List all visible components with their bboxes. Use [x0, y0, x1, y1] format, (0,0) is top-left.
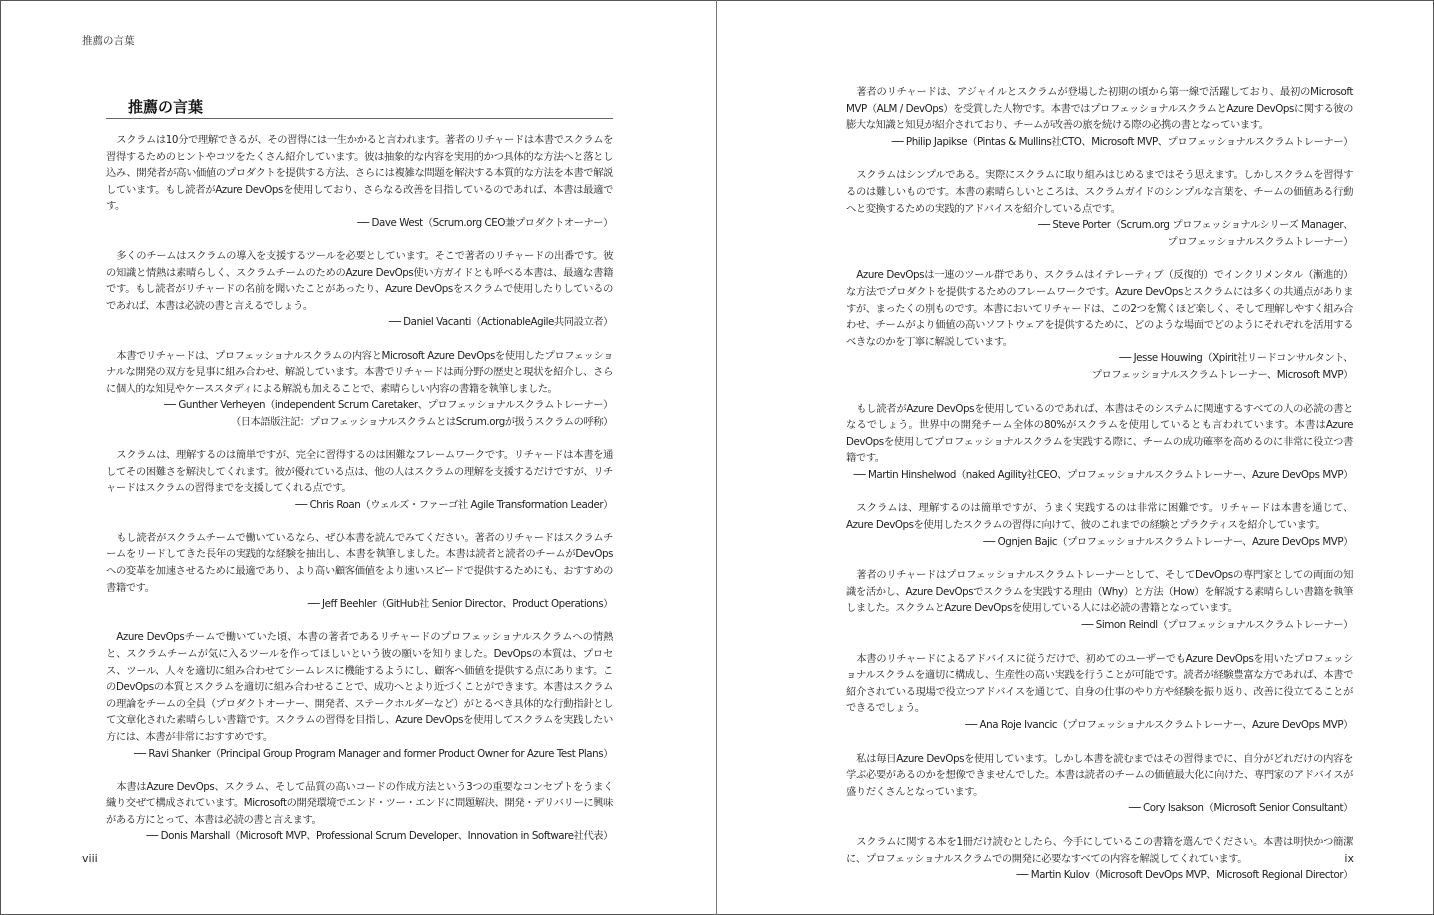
- testimonial: [106, 447, 613, 513]
- testimonial-text: もし読者がスクラムチームで働いているなら、ぜひ本書を読んでみてください。著者のリチャードはスクラムチームをリードしてきた長年の実践的な経験を抽出し、本書を執筆しました。本書は読者と読者のチームがDevOpsへの変革を加速させるために最適であり、より高い顧客価値をより速いスピードで提供するためにも、おすすめの書籍です。: [106, 531, 613, 594]
- testimonial-attribution: ── Dave West（Scrum.org CEO兼プロダクトオーナー）: [357, 216, 613, 229]
- right-testimonials: [846, 84, 1353, 901]
- testimonial-text: スクラムは、理解するのは簡単ですが、完全に習得するのは困難なフレームワークです。リチャードは本書を通してその困難さを解決してくれます。彼が優れている点は、他の人はスクラムの理解を支援するだけですが、リチャードはスクラムの習得までを支援してくれる点です。: [106, 449, 613, 495]
- testimonial-attribution: ── Ana Roje Ivancic（プロフェッショナルスクラムトレーナー、Azure DevOps MVP）: [965, 719, 1353, 731]
- testimonial: [846, 167, 1353, 250]
- right-page: [717, 0, 1434, 915]
- testimonial-attribution: ── Martin Kulov（Microsoft DevOps MVP、Microsoft Regional Director）: [1016, 869, 1353, 882]
- testimonial-attribution: ── Gunther Verheyen（independent Scrum Caretaker、プロフェッショナルスクラムトレーナー）: [164, 399, 613, 412]
- left-page: [0, 0, 716, 915]
- testimonial-attribution: ── Ognjen Bajic（プロフェッショナルスクラムトレーナー、Azure DevOps MVP）: [983, 535, 1353, 548]
- testimonial: [846, 567, 1353, 633]
- left-testimonials: [106, 132, 613, 861]
- testimonial-attribution: ── Steve Porter（Scrum.org プロフェッショナルシリーズ Manager、: [1038, 219, 1353, 232]
- testimonial-text: Azure DevOpsは一連のツール群であり、スクラムはイテレーティブ（反復的）でインクリメンタル（漸進的）な方法でプロダクトを提供するためのフレームワークです。Azure DevOpsとスクラムには多くの共通点がありますが、まったくの別ものです。本書においてリチャードは、この2つを驚くほど楽しく、そして理解しやすく組み合わせ、チームがより価値の高いソフトウェアを提供するために、どのような場面でどのようにそれぞれを活用するべきなのかを丁寧に解説しています。: [846, 269, 1353, 348]
- testimonial-attribution-cont: プロフェッショナルスクラムトレーナー、Microsoft MVP）: [1091, 368, 1353, 381]
- testimonial: [846, 267, 1353, 383]
- testimonial-attribution: ── Simon Reindl（プロフェッショナルスクラムトレーナー）: [1081, 619, 1353, 632]
- testimonial-text: 私は毎日Azure DevOpsを使用しています。しかし本書を読むまではその習得までに、自分がどれだけの内容を学ぶ必要があるのかを想像できませんでした。本書は読者のチームの価値最大化に向けた、専門家のアドバイスが盛りだくさんとなっています。: [846, 752, 1353, 798]
- testimonial-attribution: ── Donis Marshall（Microsoft MVP、Professional Scrum Developer、Innovation in Software社代表）: [146, 830, 613, 843]
- testimonial-text: 本書でリチャードは、プロフェッショナルスクラムの内容とMicrosoft Azure DevOpsを使用したプロフェッショナルな開発の双方を見事に組み合わせ、解説しています。本書でリチャードは両分野の歴史と現状を紹介し、さらに個人的な知見やケーススタディによる解説も加えることで、素晴らしい内容の書籍を執筆しました。: [106, 349, 613, 395]
- testimonial-text: Azure DevOpsチームで働いていた頃、本書の著者であるリチャードのプロフェッショナルスクラムへの情熱と、スクラムチームが気に入るツールを作ってほしいという彼の願いを知りました。DevOpsの本質は、プロセス、ツール、人々を適切に組み合わせてシームレスに機能するようにし、顧客へ価値を提供する点にあります。このDevOpsの本質とスクラムを適切に組み合わせることで、成功へとより近づくことができます。本書はスクラムの理論をチームの全員（プロダクトオーナー、開発者、ステークホルダーなど）がとるべき具体的な行動指針として文章化された素晴らしい書籍です。スクラムの習得を目指し、Azure DevOpsを使用してスクラムを実践したい方には、本書が非常におすすめです。: [106, 631, 613, 743]
- testimonial: [106, 248, 613, 331]
- testimonial-attribution: ── Ravi Shanker（Principal Group Program Manager and former Product Owner for Azure Test Plans）: [134, 747, 613, 760]
- testimonial: [106, 530, 613, 613]
- testimonial: [846, 651, 1353, 734]
- running-head: 推薦の言葉: [82, 35, 135, 47]
- testimonial-attribution: ── Daniel Vacanti（ActionableAgile共同設立者）: [388, 316, 613, 329]
- testimonial-attribution-cont: プロフェッショナルスクラムトレーナー）: [1167, 235, 1353, 248]
- testimonial-attribution: ── Philip Japikse（Pintas & Mullins社CTO、Microsoft MVP、プロフェッショナルスクラムトレーナー）: [891, 135, 1353, 148]
- testimonial-attribution: ── Jeff Beehler（GitHub社 Senior Director、Product Operations）: [307, 598, 613, 611]
- testimonial: [106, 132, 613, 232]
- testimonial-text: 著者のリチャードは、アジャイルとスクラムが登場した初期の頃から第一線で活躍しており、最初のMicrosoft MVP（ALM / DevOps）を受賞した人物です。本書ではプロフェッショナルスクラムとAzure DevOpsに関する彼の膨大な知識と知見が紹介されており、チームが改善の旅を続ける際の必携の書となっています。: [846, 86, 1353, 132]
- testimonial-text: もし読者がAzure DevOpsを使用しているのであれば、本書はそのシステムに関連するすべての人の必読の書となるでしょう。世界中の開発チーム全体の80%がスクラムを使用しているとも言われています。本書はAzure DevOpsを使用してプロフェッショナルスクラムを実践する際に、チームの成功確率を高めるのに非常に役立つ書籍です。: [846, 402, 1353, 465]
- testimonial: [846, 834, 1353, 884]
- testimonial-attribution: ── Martin Hinshelwod（naked Agility社CEO、プロフェッショナルスクラムトレーナー、Azure DevOps MVP）: [853, 468, 1353, 481]
- section-title: 推薦の言葉: [128, 98, 204, 116]
- testimonial-text: スクラムはシンプルである。実際にスクラムに取り組みはじめるまではそう思えます。しかしスクラムを習得するのは難しいものです。本書の素晴らしいところは、スクラムガイドのシンプルな言葉を、チームの価値ある行動へと変換するための実践的アドバイスを紹介している点です。: [846, 169, 1353, 215]
- title-rule: [106, 118, 613, 119]
- testimonial: [106, 629, 613, 762]
- testimonial-text: 多くのチームはスクラムの導入を支援するツールを必要としています。そこで著者のリチャードの出番です。彼の知識と情熱は素晴らしく、スクラムチームのためのAzure DevOps使い方ガイドとも呼べる本書は、最適な書籍です。もし読者がリチャードの名前を聞いたことがあったり、Azure DevOpsをスクラムで使用したりしているのであれば、本書は必読の書と言えるでしょう。: [106, 250, 613, 312]
- page-number: viii: [82, 852, 98, 865]
- translator-note: （日本語版注記：プロフェッショナルスクラムとはScrum.orgが扱うスクラムの呼称）: [230, 415, 613, 428]
- testimonial-text: 著者のリチャードはプロフェッショナルスクラムトレーナーとして、そしてDevOpsの専門家としての両面の知識を活かし、Azure DevOpsでスクラムを実践する理由（Why）と方法（How）を解説する素晴らしい書籍を執筆しました。スクラムとAzure DevOpsを使用している人には必読の書籍となっています。: [846, 569, 1353, 615]
- testimonial: [846, 751, 1353, 817]
- testimonial-attribution: ── Chris Roan（ウェルズ・ファーゴ社 Agile Transformation Leader）: [295, 498, 613, 511]
- testimonial-text: 本書のリチャードによるアドバイスに従うだけで、初めてのユーザーでもAzure DevOpsを用いたプロフェッショナルスクラムを適切に構成し、生産性の高い実践を行うことが可能です。読者が経験豊富な方であれば、本書で紹介されている現場で役立つアドバイスを通じて、自身の仕事のやり方や経験を振り返り、改善に役立てることができるでしょう。: [846, 652, 1353, 715]
- testimonial-text: スクラムは、理解するのは簡単ですが、うまく実践するのは非常に困難です。リチャードは本書を通じて、Azure DevOpsを使用したスクラムの習得に向けて、彼のこれまでの経験とプラクティスを紹介しています。: [846, 502, 1353, 532]
- page-number: ix: [1344, 852, 1354, 865]
- testimonial: [846, 401, 1353, 484]
- testimonial-attribution: ── Jesse Houwing（Xpirit社リードコンサルタント、: [1119, 352, 1353, 365]
- testimonial: [846, 84, 1353, 150]
- testimonial-text: スクラムに関する本を1冊だけ読むとしたら、今手にしているこの書籍を選んでください。本書は明快かつ簡潔に、プロフェッショナルスクラムでの開発に必要なすべての内容を解説してくれています。: [846, 835, 1353, 865]
- testimonial-text: 本書はAzure DevOps、スクラム、そして品質の高いコードの作成方法という3つの重要なコンセプトをうまく織り交ぜて構成されています。Microsoftの開発環境でエンド・ツー・エンドに問題解決、開発・デリバリーに興味がある方にとって、本書は必読の書と言えます。: [106, 780, 613, 826]
- testimonial-attribution: ── Cory Isakson（Microsoft Senior Consultant）: [1128, 802, 1353, 815]
- testimonial: [106, 779, 613, 845]
- testimonial: [106, 348, 613, 431]
- testimonial: [846, 500, 1353, 550]
- testimonial-text: スクラムは10分で理解できるが、その習得には一生かかると言われます。著者のリチャードは本書でスクラムを習得するためのヒントやコツをたくさん紹介しています。彼は抽象的な内容を実用的かつ具体的な方法へと落とし込み、開発者が高い価値のプロダクトを提供する方法、さらには複雑な問題を解決する本質的な方法を本書で解説しています。もし読者がAzure DevOpsを使用しており、さらなる改善を目指しているのであれば、本書は最適です。: [106, 134, 613, 213]
